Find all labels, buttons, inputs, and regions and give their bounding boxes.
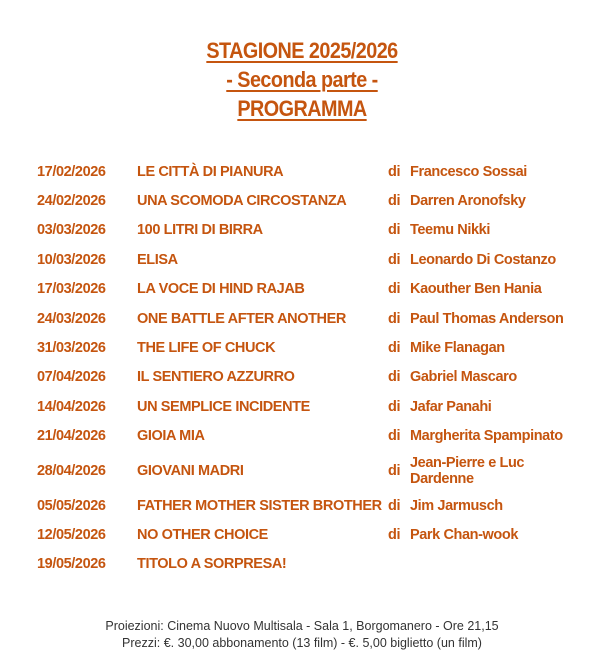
film-title: GIOVANI MADRI: [137, 462, 244, 479]
film-title: 100 LITRI DI BIRRA: [137, 222, 263, 239]
director-prefix: di: [388, 193, 401, 210]
film-title: TITOLO A SORPRESA!: [137, 556, 287, 573]
film-director: Gabriel Mascaro: [410, 369, 517, 386]
program-row: [0, 333, 604, 362]
film-director: Park Chan-wook: [410, 526, 519, 543]
screening-date: 17/02/2026: [37, 163, 106, 180]
film-director: Kaouther Ben Hania: [410, 281, 542, 298]
film-director: Francesco Sossai: [410, 163, 527, 180]
price-info: Prezzi: €. 30,00 abbonamento (13 film) - €. 5,00 biglietto (un film): [122, 636, 482, 650]
film-director: Leonardo Di Costanzo: [410, 251, 556, 268]
season-title: STAGIONE 2025/2026: [206, 38, 398, 63]
program-row: [0, 392, 604, 421]
director-prefix: di: [388, 340, 401, 357]
program-row: [0, 245, 604, 274]
director-prefix: di: [388, 281, 401, 298]
screening-info: Proiezioni: Cinema Nuovo Multisala - Sala 1, Borgomanero - Ore 21,15: [105, 619, 499, 633]
screening-date: 17/03/2026: [37, 281, 106, 298]
program-row: [0, 157, 604, 186]
screening-date: 07/04/2026: [37, 369, 106, 386]
film-director: Margherita Spampinato: [410, 428, 563, 445]
film-title: FATHER MOTHER SISTER BROTHER: [137, 497, 382, 514]
film-title: ONE BATTLE AFTER ANOTHER: [137, 310, 346, 327]
screening-date: 14/04/2026: [37, 398, 106, 415]
program-row: [0, 491, 604, 520]
film-director: Jean-Pierre e Luc Dardenne: [410, 454, 525, 487]
film-title: THE LIFE OF CHUCK: [137, 340, 276, 357]
season-subtitle: - Seconda parte -: [226, 67, 378, 92]
screening-date: 28/04/2026: [37, 462, 106, 479]
film-title: LA VOCE DI HIND RAJAB: [137, 281, 305, 298]
program-row: [0, 422, 604, 451]
film-director: Teemu Nikki: [410, 222, 490, 239]
director-prefix: di: [388, 163, 401, 180]
program-heading: PROGRAMMA: [237, 96, 367, 121]
film-title: ELISA: [137, 251, 178, 268]
film-title: GIOIA MIA: [137, 428, 205, 445]
director-prefix: di: [388, 369, 401, 386]
page-header: [30, 36, 574, 123]
program-row: [0, 275, 604, 304]
film-title: NO OTHER CHOICE: [137, 526, 268, 543]
program-row: [0, 186, 604, 215]
film-title: UN SEMPLICE INCIDENTE: [137, 398, 310, 415]
director-prefix: di: [388, 462, 401, 479]
screening-date: 24/02/2026: [37, 193, 106, 210]
screening-date: 03/03/2026: [37, 222, 106, 239]
film-director: Darren Aronofsky: [410, 193, 526, 210]
screening-date: 05/05/2026: [37, 497, 106, 514]
director-prefix: di: [388, 398, 401, 415]
page-footer: [0, 618, 604, 652]
screening-date: 31/03/2026: [37, 340, 106, 357]
film-director: Mike Flanagan: [410, 340, 505, 357]
director-prefix: di: [388, 428, 401, 445]
film-director: Jafar Panahi: [410, 398, 492, 415]
director-prefix: di: [388, 526, 401, 543]
screening-date: 10/03/2026: [37, 251, 106, 268]
director-prefix: di: [388, 310, 401, 327]
program-row: [0, 451, 604, 491]
program-list: [0, 157, 604, 579]
screening-date: 21/04/2026: [37, 428, 106, 445]
program-row: [0, 520, 604, 549]
film-title: LE CITTÀ DI PIANURA: [137, 163, 284, 180]
director-prefix: di: [388, 251, 401, 268]
film-director: Jim Jarmusch: [410, 497, 503, 514]
program-row: [0, 304, 604, 333]
program-row: [0, 550, 604, 579]
screening-date: 12/05/2026: [37, 526, 106, 543]
director-prefix: di: [388, 222, 401, 239]
film-director: Paul Thomas Anderson: [410, 310, 564, 327]
director-prefix: di: [388, 497, 401, 514]
screening-date: 24/03/2026: [37, 310, 106, 327]
program-row: [0, 363, 604, 392]
program-row: [0, 216, 604, 245]
film-title: UNA SCOMODA CIRCOSTANZA: [137, 193, 347, 210]
screening-date: 19/05/2026: [37, 556, 106, 573]
film-title: IL SENTIERO AZZURRO: [137, 369, 295, 386]
